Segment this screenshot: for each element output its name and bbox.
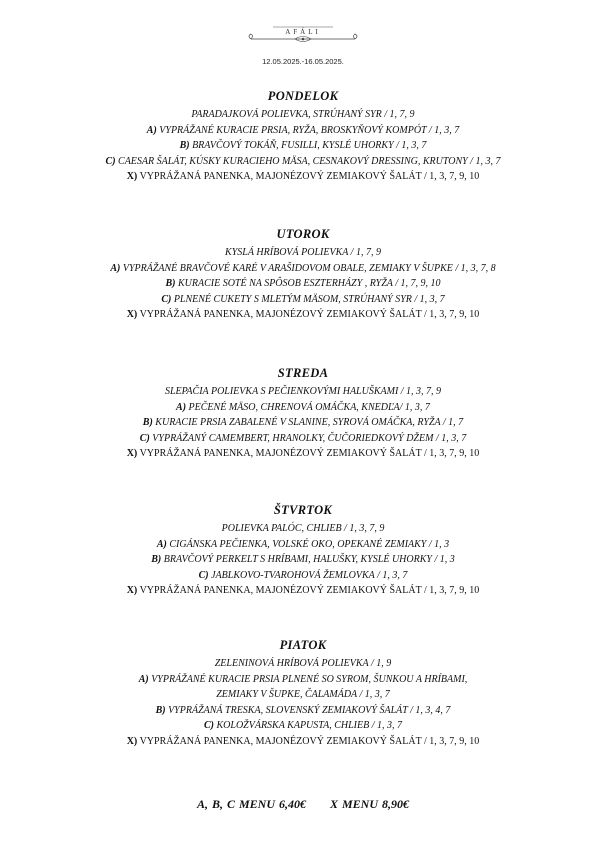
price-x-menu: X MENU 8,90€ bbox=[330, 797, 410, 811]
menu-item-text: PEČENÉ MÄSO, CHRENOVÁ OMÁČKA, KNEDĽA/ 1, 3, 7 bbox=[188, 401, 430, 413]
menu-item-text: JABLKOVO-TVAROHOVÁ ŽEMLOVKA / 1, 3, 7 bbox=[211, 569, 408, 581]
menu-item-text: VYPRÁŽANÁ TRESKA, SLOVENSKÝ ZEMIAKOVÝ ŠALÁT / 1, 3, 4, 7 bbox=[168, 704, 451, 716]
menu-item-text: ZEMIAKY V ŠUPKE, ČALAMÁDA / 1, 3, 7 bbox=[216, 689, 390, 701]
menu-item bbox=[0, 307, 606, 323]
menu-item bbox=[0, 703, 606, 719]
menu-item-text: KURACIE SOTÉ NA SPÔSOB ESZTERHÁZY , RYŽA / 1, 7, 9, 10 bbox=[177, 278, 441, 290]
menu-item-text: KURACIE PRSIA ZABALENÉ V SLANINE, SYROVÁ OMÁČKA, RYŽA / 1, 7 bbox=[155, 417, 464, 429]
menu-item bbox=[0, 400, 606, 416]
day-title: PONDELOK bbox=[267, 89, 339, 103]
day-section bbox=[0, 366, 606, 462]
logo-text: AFÁLI bbox=[285, 28, 321, 36]
menu-item bbox=[0, 672, 606, 688]
menu-item-text: VYPRÁŽANÁ PANENKA, MAJONÉZOVÝ ZEMIAKOVÝ ŠALÁT / 1, 3, 7, 9, 10 bbox=[139, 585, 480, 597]
menu-item-text: SLEPAČIA POLIEVKA S PEČIENKOVÝMI HALUŠKAMI / 1, 3, 7, 9 bbox=[164, 386, 442, 397]
menu-item-prefix: C) bbox=[198, 569, 209, 581]
price-summary bbox=[0, 797, 606, 812]
menu-item bbox=[0, 583, 606, 599]
menu-item-prefix: B) bbox=[155, 704, 166, 716]
menu-item bbox=[0, 384, 606, 400]
menu-item-prefix: A) bbox=[138, 673, 149, 685]
menu-item-text: VYPRÁŽANÝ CAMEMBERT, HRANOLKY, ČUČORIEDKOVÝ DŽEM / 1, 3, 7 bbox=[152, 432, 467, 444]
menu-item-prefix: X) bbox=[126, 171, 138, 183]
menu-item bbox=[0, 718, 606, 734]
day-section bbox=[0, 89, 606, 185]
day-title: ŠTVRTOK bbox=[273, 503, 333, 517]
menu-item-prefix: A) bbox=[156, 538, 167, 550]
menu-item-text: VYPRÁŽANÁ PANENKA, MAJONÉZOVÝ ZEMIAKOVÝ ŠALÁT / 1, 3, 7, 9, 10 bbox=[139, 171, 480, 183]
menu-item-text: CIGÁNSKA PEČIENKA, VOLSKÉ OKO, OPEKANÉ ZEMIAKY / 1, 3 bbox=[169, 538, 450, 550]
menu-item-text: VYPRÁŽANÁ PANENKA, MAJONÉZOVÝ ZEMIAKOVÝ ŠALÁT / 1, 3, 7, 9, 10 bbox=[139, 735, 480, 747]
menu-item-prefix: X) bbox=[126, 448, 138, 460]
menu-item-prefix: X) bbox=[126, 735, 138, 747]
menu-item-text: PLNENÉ CUKETY S MLETÝM MÄSOM, STRÚHANÝ SYR / 1, 3, 7 bbox=[173, 293, 445, 305]
day-section bbox=[0, 503, 606, 599]
menu-item bbox=[0, 292, 606, 308]
menu-item bbox=[0, 276, 606, 292]
menu-item bbox=[0, 446, 606, 462]
menu-item bbox=[0, 169, 606, 185]
menu-item-text: VYPRÁŽANÉ BRAVČOVÉ KARÉ V ARAŠIDOVOM OBALE, ZEMIAKY V ŠUPKE / 1, 3, 7, 8 bbox=[122, 262, 496, 274]
menu-item-prefix: B) bbox=[179, 140, 190, 152]
day-section bbox=[0, 638, 606, 750]
menu-item-text: VYPRÁŽANÁ PANENKA, MAJONÉZOVÝ ZEMIAKOVÝ ŠALÁT / 1, 3, 7, 9, 10 bbox=[139, 448, 480, 460]
menu-item-prefix: B) bbox=[142, 417, 153, 429]
menu-item-prefix: X) bbox=[126, 585, 138, 597]
menu-item bbox=[0, 734, 606, 750]
menu-item bbox=[0, 107, 606, 123]
menu-item-text: BRAVČOVÝ PERKELT S HRÍBAMI, HALUŠKY, KYSLÉ UHORKY / 1, 3 bbox=[163, 554, 455, 566]
menu-item-prefix: X) bbox=[126, 309, 138, 321]
menu-item bbox=[0, 552, 606, 568]
menu-item-text: VYPRÁŽANÉ KURACIE PRSIA PLNENÉ SO SYROM, ŠUNKOU A HRÍBAMI, bbox=[151, 673, 468, 685]
menu-item-prefix: C) bbox=[105, 155, 116, 167]
menu-item-prefix: B) bbox=[151, 554, 162, 566]
menu-item-prefix: A) bbox=[110, 262, 121, 274]
menu-item bbox=[0, 123, 606, 139]
menu-item-text: ZELENINOVÁ HRÍBOVÁ POLIEVKA / 1, 9 bbox=[214, 658, 392, 669]
restaurant-logo bbox=[0, 24, 606, 46]
menu-item-prefix: A) bbox=[176, 401, 187, 413]
menu-item-text: POLIEVKA PALÓC, CHLIEB / 1, 3, 7, 9 bbox=[221, 523, 385, 534]
day-title: PIATOK bbox=[279, 638, 327, 652]
menu-item bbox=[0, 687, 606, 703]
menu-item-prefix: A) bbox=[146, 124, 157, 136]
menu-item bbox=[0, 656, 606, 672]
menu-item-text: KYSLÁ HRÍBOVÁ POLIEVKA / 1, 7, 9 bbox=[225, 247, 381, 258]
date-range: 12.05.2025.-16.05.2025. bbox=[262, 57, 344, 66]
menu-item bbox=[0, 537, 606, 553]
menu-item bbox=[0, 568, 606, 584]
menu-item-prefix: C) bbox=[161, 293, 172, 305]
menu-item bbox=[0, 261, 606, 277]
menu-item bbox=[0, 431, 606, 447]
menu-item bbox=[0, 138, 606, 154]
menu-item bbox=[0, 245, 606, 261]
menu-item-text: KOLOŽVÁRSKA KAPUSTA, CHLIEB / 1, 3, 7 bbox=[216, 720, 402, 732]
menu-item-text: BRAVČOVÝ TOKÁŇ, FUSILLI, KYSLÉ UHORKY / 1, 3, 7 bbox=[192, 140, 427, 152]
menu-item bbox=[0, 415, 606, 431]
day-section bbox=[0, 227, 606, 323]
price-abc-menu: A, B, C MENU 6,40€ bbox=[196, 797, 306, 811]
menu-item-text: CAESAR ŠALÁT, KÚSKY KURACIEHO MÄSA, CESNAKOVÝ DRESSING, KRUTONY / 1, 3, 7 bbox=[118, 155, 501, 167]
menu-item-text: PARADAJKOVÁ POLIEVKA, STRÚHANÝ SYR / 1, 7, 9 bbox=[191, 109, 415, 120]
day-title: UTOROK bbox=[276, 227, 330, 241]
menu-item-text: VYPRÁŽANÉ KURACIE PRSIA, RYŽA, BROSKYŇOVÝ KOMPÓT / 1, 3, 7 bbox=[159, 124, 460, 136]
menu-item bbox=[0, 154, 606, 170]
menu-item bbox=[0, 521, 606, 537]
day-title: STREDA bbox=[277, 366, 329, 380]
menu-item-text: VYPRÁŽANÁ PANENKA, MAJONÉZOVÝ ZEMIAKOVÝ ŠALÁT / 1, 3, 7, 9, 10 bbox=[139, 309, 480, 321]
menu-item-prefix: C) bbox=[204, 720, 214, 732]
menu-item-prefix: B) bbox=[165, 278, 176, 290]
menu-item-prefix: C) bbox=[139, 432, 150, 444]
